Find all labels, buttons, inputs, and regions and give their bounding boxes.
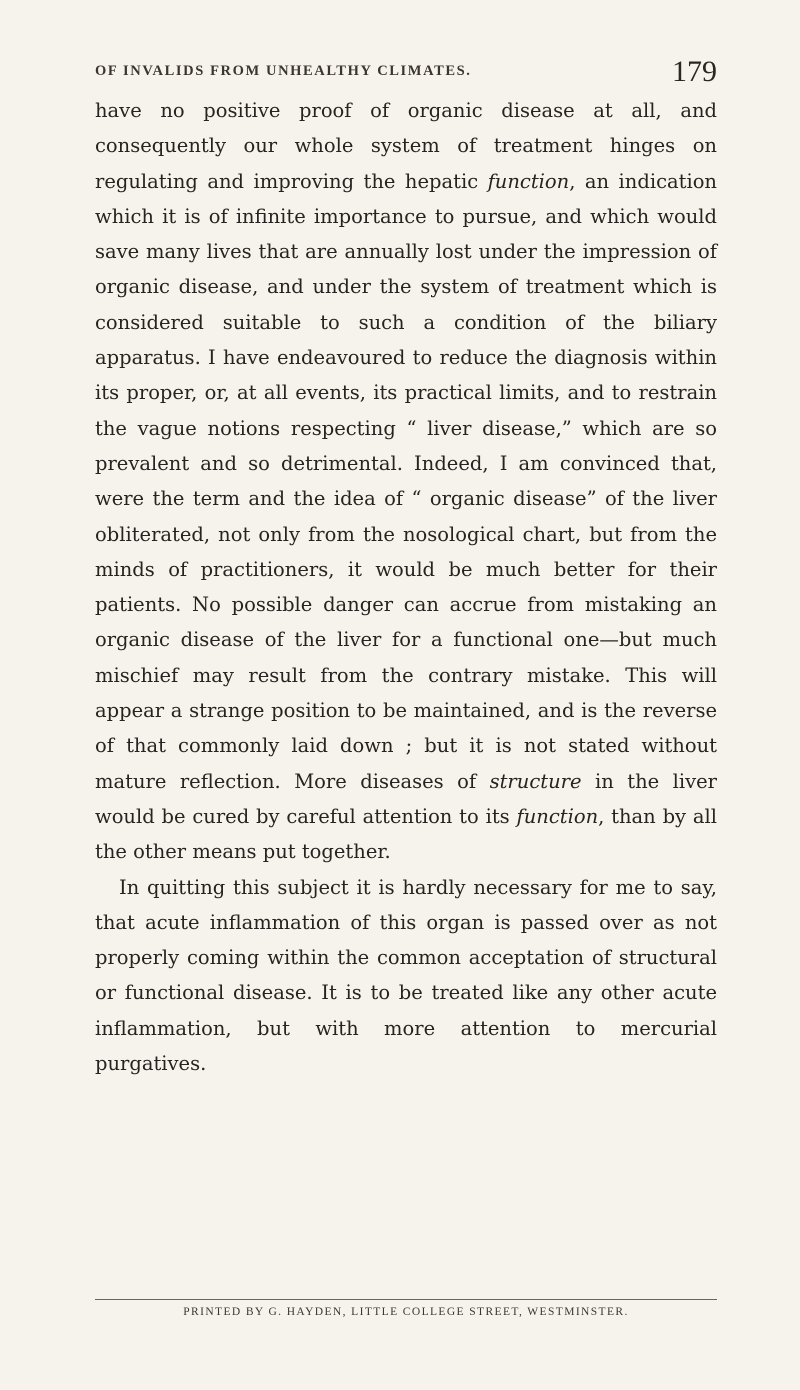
footer-rule (95, 1299, 717, 1300)
text-segment: , than by all the other means put together. (95, 804, 717, 864)
page-number: 179 (672, 55, 717, 88)
running-title: OF INVALIDS FROM UNHEALTHY CLIMATES. (95, 63, 472, 79)
running-head (95, 55, 717, 95)
text-segment: , an indication which it is of infinite importance to pursue, and which would save many lives that are annually lost under the impression of organic disease, and under the system of treatment which is considered suitable to such a condition of the biliary apparatus. I have endeavoured to reduce the diagnosis within its proper, or, at all events, its practical limits, and to restrain the vague notions respecting “ liver disease,” which are so prevalent and so detrimental. Indeed, I am convinced that, were the term and the idea of “ organic disease” of the liver obliterated, not only from the nosological chart, but from the minds of practitioners, it would be much better for their patients. No possible danger can accrue from mistaking an organic disease of the liver for a functional one—but much mischief may result from the contrary mistake. This will appear a strange position to be maintained, and is the reverse of that commonly laid down ; but it is not stated without mature reflection. More diseases of (95, 169, 717, 793)
italic-segment: function (516, 804, 599, 828)
text-segment: in the liver would be cured by careful attention to its (95, 769, 717, 828)
italic-segment: structure (489, 769, 582, 793)
italic-segment: function (487, 169, 570, 193)
paragraph-1 (95, 93, 717, 870)
body-text (95, 93, 717, 1081)
text-segment: In quitting this subject it is hardly necessary for me to say, that acute inflammation of this organ is passed over as not properly coming within the common acceptation of structural or functional disease. It is to be treated like any other acute inflammation, but with more attention to mercurial purgatives. (95, 875, 717, 1076)
printer-imprint: PRINTED BY G. HAYDEN, LITTLE COLLEGE STREET, WESTMINSTER. (183, 1306, 629, 1318)
paragraph-2 (95, 870, 717, 1082)
text-segment: have no positive proof of organic disease at all, and consequently our whole system of treatment hinges on regulating and improving the hepatic (95, 99, 717, 193)
